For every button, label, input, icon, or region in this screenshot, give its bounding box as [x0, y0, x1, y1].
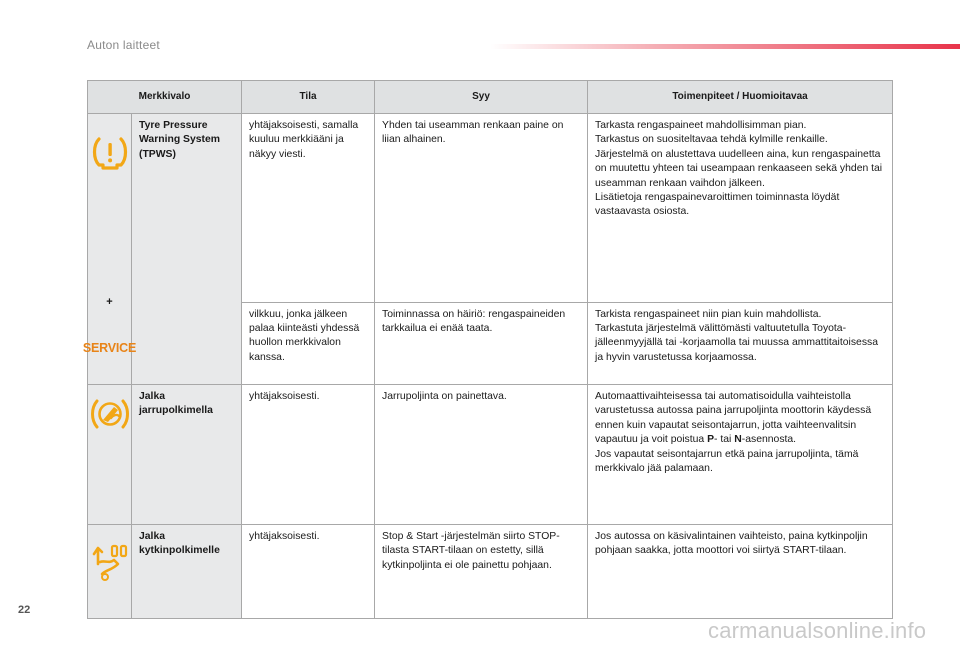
column-header-tila: Tila	[242, 81, 375, 114]
syy-cell: Toiminnassa on häiriö: rengaspaineiden tarkkailua ei enää taata.	[375, 302, 588, 384]
syy-cell: Yhden tai useamman renkaan paine on liian alhainen.	[375, 114, 588, 303]
brake-action-text: Automaattivaihteisessa tai automatisoidulla vaihteistolla varustetussa autossa paina jarrupoljinta moottorin käydessä ennen kuin vapautat seisontajarrun, jotta vaihteenvalitsin vapautuu ja voit poistua	[595, 391, 872, 446]
toimenpiteet-cell: Jos autossa on käsivalintainen vaihteisto, paina kytkinpoljin pohjaan saakka, jotta moottori voi siirtyä START-tilaan.	[588, 525, 893, 619]
indicator-name-clutch: Jalka kytkinpolkimelle	[132, 525, 242, 619]
header-accent-bar	[490, 44, 960, 49]
service-icon: SERVICE	[82, 341, 137, 355]
page-number: 22	[18, 604, 31, 616]
brake-action-note: Jos vapautat seisontajarrun etkä paina jarrupoljinta, tämä merkkivalo jää palamaan.	[595, 448, 859, 475]
plus-sign: +	[106, 296, 113, 308]
tpws-icon-cell	[82, 114, 137, 385]
table-row	[88, 525, 893, 619]
toimenpiteet-cell: Tarkasta rengaspaineet mahdollisimman pian. Tarkastus on suositeltavaa tehdä kylmille renkaille. Järjestelmä on alustettava uudelleen aina, kun rengaspainetta on muutettu yhteen tai useampaan renkaaseen sekä yhden tai useamman renkaan vaihdon jälkeen. Lisätietoja rengaspainevaroittimen toiminnasta löydät vastaavasta osiosta.	[588, 114, 893, 303]
gear-key-p: P	[707, 434, 715, 446]
brake-action-text-b: - tai	[714, 434, 735, 446]
tpws-warning-icon	[90, 133, 130, 173]
column-header-toimenpiteet: Toimenpiteet / Huomioitavaa	[588, 81, 893, 114]
foot-on-clutch-icon	[90, 540, 130, 582]
clutch-icon-cell	[88, 525, 132, 619]
warning-lights-table	[82, 80, 893, 619]
toimenpiteet-cell	[588, 385, 893, 525]
indicator-name-brake: Jalka jarrupolkimella	[132, 385, 242, 525]
column-header-syy: Syy	[375, 81, 588, 114]
toimenpiteet-cell: Tarkista rengaspaineet niin pian kuin mahdollista. Tarkastuta järjestelmä välittömästi valtuutetulla Toyota-jälleenmyyjällä tai -korjaamolla tai muussa ammattitaitoisessa ja hyvin varustetussa korjaamossa.	[588, 302, 893, 384]
brake-action-text-c: -asennosta.	[741, 434, 797, 446]
foot-on-brake-icon	[91, 398, 129, 430]
tila-cell: yhtäjaksoisesti.	[242, 385, 375, 525]
table-row	[88, 385, 893, 525]
syy-cell: Jarrupoljinta on painettava.	[375, 385, 588, 525]
syy-cell: Stop & Start -järjestelmän siirto STOP-tilasta START-tilaan on estetty, sillä kytkinpoljinta ei ole painettu pohjaan.	[375, 525, 588, 619]
column-header-merkkivalo: Merkkivalo	[88, 81, 242, 114]
tila-cell: yhtäjaksoisesti, samalla kuuluu merkkiääni ja näkyy viesti.	[242, 114, 375, 303]
brake-icon-cell	[88, 385, 132, 525]
tila-cell: vilkkuu, jonka jälkeen palaa kiinteästi yhdessä huollon merkkivalon kanssa.	[242, 302, 375, 384]
indicator-name-tpws: Tyre Pressure Warning System (TPWS)	[132, 114, 242, 385]
table-row	[88, 114, 893, 303]
watermark: carmanualsonline.info	[708, 618, 927, 643]
section-title: Auton laitteet	[87, 38, 160, 52]
tila-cell: yhtäjaksoisesti.	[242, 525, 375, 619]
gear-key-n: N	[734, 434, 742, 446]
table-header-row	[88, 81, 893, 114]
